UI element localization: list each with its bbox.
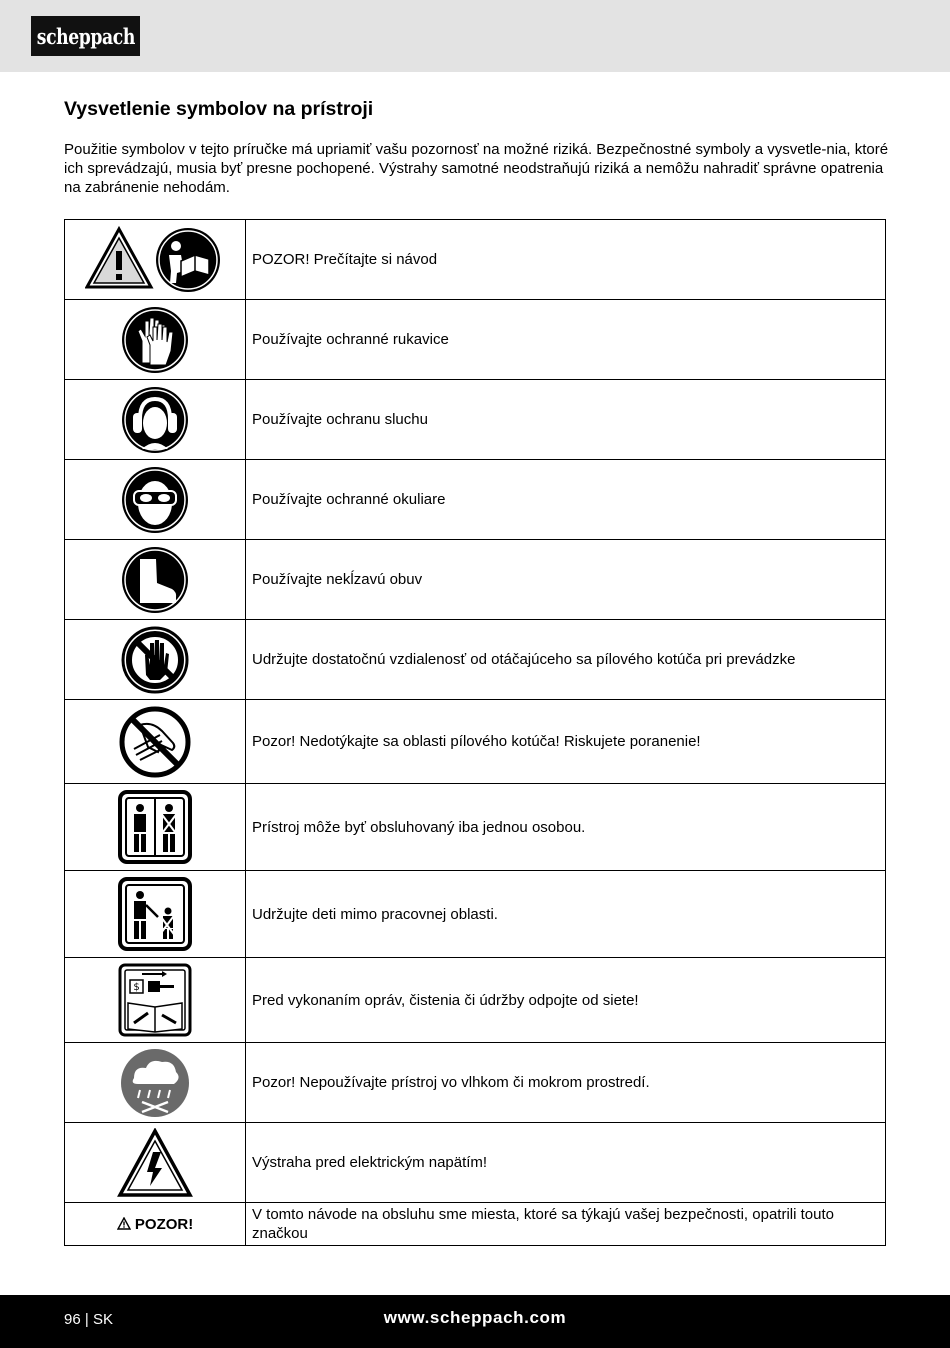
row-text: Používajte ochranné okuliare xyxy=(246,460,886,540)
warning-small-icon xyxy=(117,1217,131,1230)
table-row xyxy=(65,540,886,620)
stop-hand-prohibited-icon xyxy=(120,625,190,695)
svg-text:$: $ xyxy=(133,982,140,993)
table-row xyxy=(65,700,886,784)
warning-triangle-and-read-manual-icon xyxy=(85,225,225,295)
table-row xyxy=(65,958,886,1043)
row-text: Prístroj môže byť obsluhovaný iba jednou osobou. xyxy=(246,784,886,871)
page-number-value: 96 xyxy=(64,1311,81,1328)
table-row xyxy=(65,871,886,958)
table-row xyxy=(65,380,886,460)
table-row xyxy=(65,460,886,540)
header-band xyxy=(0,0,950,72)
unplug-before-maintenance-icon xyxy=(118,963,192,1037)
brand-logo xyxy=(31,16,140,56)
single-operator-icon xyxy=(118,790,192,864)
table-row xyxy=(65,784,886,871)
table-row xyxy=(65,1203,886,1246)
footer-bar xyxy=(0,1295,950,1348)
gloves-icon xyxy=(120,305,190,375)
row-text: Udržujte deti mimo pracovnej oblasti. xyxy=(246,871,886,958)
do-not-touch-blade-icon xyxy=(118,705,192,779)
row-text: Používajte ochranu sluchu xyxy=(246,380,886,460)
pozor-text: POZOR! xyxy=(134,1215,194,1233)
row-text: V tomto návode na obsluhu sme miesta, ktoré sa týkajú vašej bezpečnosti, opatrili touto značkou xyxy=(246,1203,886,1246)
page-separator: | xyxy=(84,1311,89,1328)
website-link[interactable]: www.scheppach.com xyxy=(383,1308,567,1327)
safety-goggles-icon xyxy=(120,465,190,535)
language-code: SK xyxy=(92,1311,113,1328)
electric-voltage-warning-icon xyxy=(117,1128,193,1198)
row-text: Udržujte dostatočnú vzdialenosť od otáčajúceho sa pílového kotúča pri prevádzke xyxy=(246,620,886,700)
keep-children-away-icon xyxy=(118,877,192,951)
page-title: Vysvetlenie symbolov na prístroji xyxy=(64,98,374,120)
table-row xyxy=(65,1123,886,1203)
table-row xyxy=(65,300,886,380)
ear-protection-icon xyxy=(120,385,190,455)
table-row xyxy=(65,620,886,700)
pozor-label xyxy=(117,1216,194,1233)
row-text: Pred vykonaním opráv, čistenia či údržby odpojte od siete! xyxy=(246,958,886,1043)
no-wet-environment-icon xyxy=(120,1048,190,1118)
row-text: Používajte ochranné rukavice xyxy=(246,300,886,380)
row-text: Pozor! Nedotýkajte sa oblasti pílového kotúča! Riskujete poranenie! xyxy=(246,700,886,784)
row-text: POZOR! Prečítajte si návod xyxy=(246,220,886,300)
symbols-table xyxy=(64,219,886,1246)
table-row xyxy=(65,220,886,300)
logo-text: scheppach xyxy=(36,23,135,49)
table-row xyxy=(65,1043,886,1123)
row-text: Výstraha pred elektrickým napätím! xyxy=(246,1123,886,1203)
safety-boot-icon xyxy=(120,545,190,615)
intro-paragraph: Použitie symbolov v tejto príručke má upriamiť vašu pozornosť na možné riziká. Bezpečnostné symboly a vysvetle-nia, ktoré ich sprevádzajú, musia byť presne pochopené. Výstrahy samotné neodstraňujú riziká a nemôžu nahradiť správne opatrenia na zabránenie nehodám. xyxy=(64,141,889,196)
row-text: Pozor! Nepoužívajte prístroj vo vlhkom či mokrom prostredí. xyxy=(246,1043,886,1123)
row-text: Používajte nekĺzavú obuv xyxy=(246,540,886,620)
